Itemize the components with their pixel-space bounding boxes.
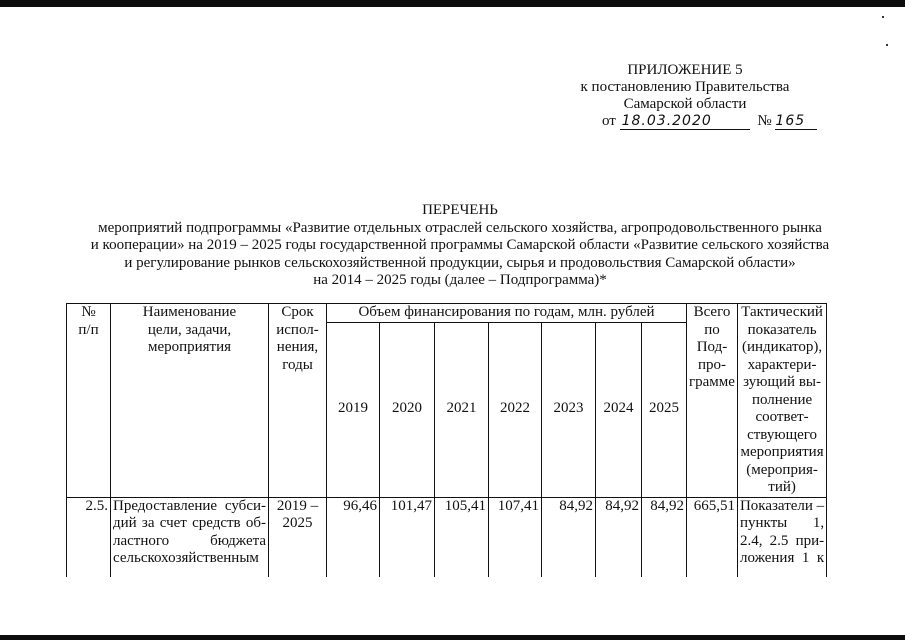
header-text: мероприятия (740, 444, 824, 460)
header-indicator (737, 304, 826, 498)
header-text: Тактический (741, 304, 823, 320)
header-text: (мероприя- (746, 461, 818, 478)
table-row (67, 497, 827, 577)
scan-border-top (0, 0, 905, 7)
year-2024: 2024 (596, 322, 642, 497)
header-text: Срок (281, 304, 314, 320)
header-funding: Объем финансирования по годам, млн. рублей (327, 304, 687, 323)
value-2025: 84,92 (642, 497, 687, 577)
header-row (67, 304, 827, 323)
row-name-line: ластного бюджета (113, 532, 266, 549)
header-text: испол- (276, 321, 319, 338)
header-text: ствующего (747, 426, 818, 443)
handwritten-number: 165 (775, 114, 817, 130)
appendix-line: к постановлению Правительства (580, 79, 790, 95)
value-2019: 96,46 (327, 497, 380, 577)
header-num (67, 304, 111, 498)
row-name-line: сельскохозяйственным (113, 550, 259, 566)
year-2020: 2020 (380, 322, 435, 497)
title-line: на 2014 – 2025 годы (далее – Подпрограмма)* (313, 272, 607, 288)
title-line: и кооперации» на 2019 – 2025 годы государственной программы Самарской области «Развитие сельского хозяйства (90, 237, 830, 253)
row-name-line: Предоставление субси- (113, 497, 266, 514)
header-text: по (704, 321, 720, 338)
value-2021: 105,41 (435, 497, 489, 577)
from-label: от (602, 113, 616, 129)
header-text: тий) (768, 479, 796, 495)
number-label: № (757, 113, 772, 129)
scan-speck (886, 44, 888, 46)
row-indicator-line: пункты 1, (739, 515, 825, 531)
header-text: зующий вы- (743, 374, 821, 390)
row-indicator-line: ложения 1 к (739, 550, 825, 566)
row-term-line: 2025 (282, 515, 313, 531)
header-text: цели, задачи, (147, 321, 232, 338)
year-2019: 2019 (327, 322, 380, 497)
year-2025: 2025 (642, 322, 687, 497)
value-2023: 84,92 (542, 497, 596, 577)
row-name (111, 497, 269, 577)
measures-table (66, 303, 827, 577)
year-2021: 2021 (435, 322, 489, 497)
scan-speck (882, 16, 884, 18)
resolution-reference (602, 113, 817, 130)
row-number: 2.5. (67, 497, 111, 577)
header-text: п/п (78, 321, 99, 338)
header-text: соответ- (755, 409, 809, 425)
title-line: мероприятий подпрограммы «Развитие отдельных отраслей сельского хозяйства, агропродовольственного рынка (98, 219, 822, 236)
document-title (60, 202, 860, 290)
row-term-line: 2019 – (276, 497, 319, 514)
row-term (269, 497, 327, 577)
header-text: характери- (747, 356, 817, 373)
header-text: про- (697, 356, 726, 373)
header-text: годы (282, 356, 313, 373)
appendix-title: ПРИЛОЖЕНИЕ 5 (627, 62, 743, 78)
value-2022: 107,41 (489, 497, 542, 577)
title-heading: ПЕРЕЧЕНЬ (422, 202, 498, 218)
scan-border-bottom (0, 635, 905, 640)
value-total: 665,51 (687, 497, 738, 577)
value-2024: 84,92 (596, 497, 642, 577)
header-text: Всего (693, 304, 731, 320)
year-2022: 2022 (489, 322, 542, 497)
header-text: нения, (276, 339, 319, 355)
header-text: полнение (751, 391, 813, 408)
appendix-line: Самарской области (623, 96, 747, 112)
row-indicator-line: 2.4, 2.5 при- (739, 532, 825, 549)
header-total (687, 304, 738, 498)
header-text: Под- (696, 339, 728, 355)
header-text: грамме (689, 374, 735, 390)
header-text: (индикатор), (741, 339, 823, 355)
header-term (269, 304, 327, 498)
year-2023: 2023 (542, 322, 596, 497)
row-indicator-line: Показатели – (739, 497, 825, 514)
header-name (111, 304, 269, 498)
handwritten-date: 18.03.2020 (620, 114, 750, 130)
header-text: показатель (747, 321, 817, 338)
header-text: Наименование (142, 304, 237, 320)
row-name-line: дий за счет средств об- (113, 515, 266, 531)
value-2020: 101,47 (380, 497, 435, 577)
appendix-header (540, 62, 830, 113)
header-text: № (81, 304, 96, 320)
header-text: мероприятия (147, 339, 232, 355)
title-line: и регулирование рынков сельскохозяйственной продукции, сырья и продовольствия Самарской области» (124, 254, 796, 271)
row-indicator (737, 497, 826, 577)
